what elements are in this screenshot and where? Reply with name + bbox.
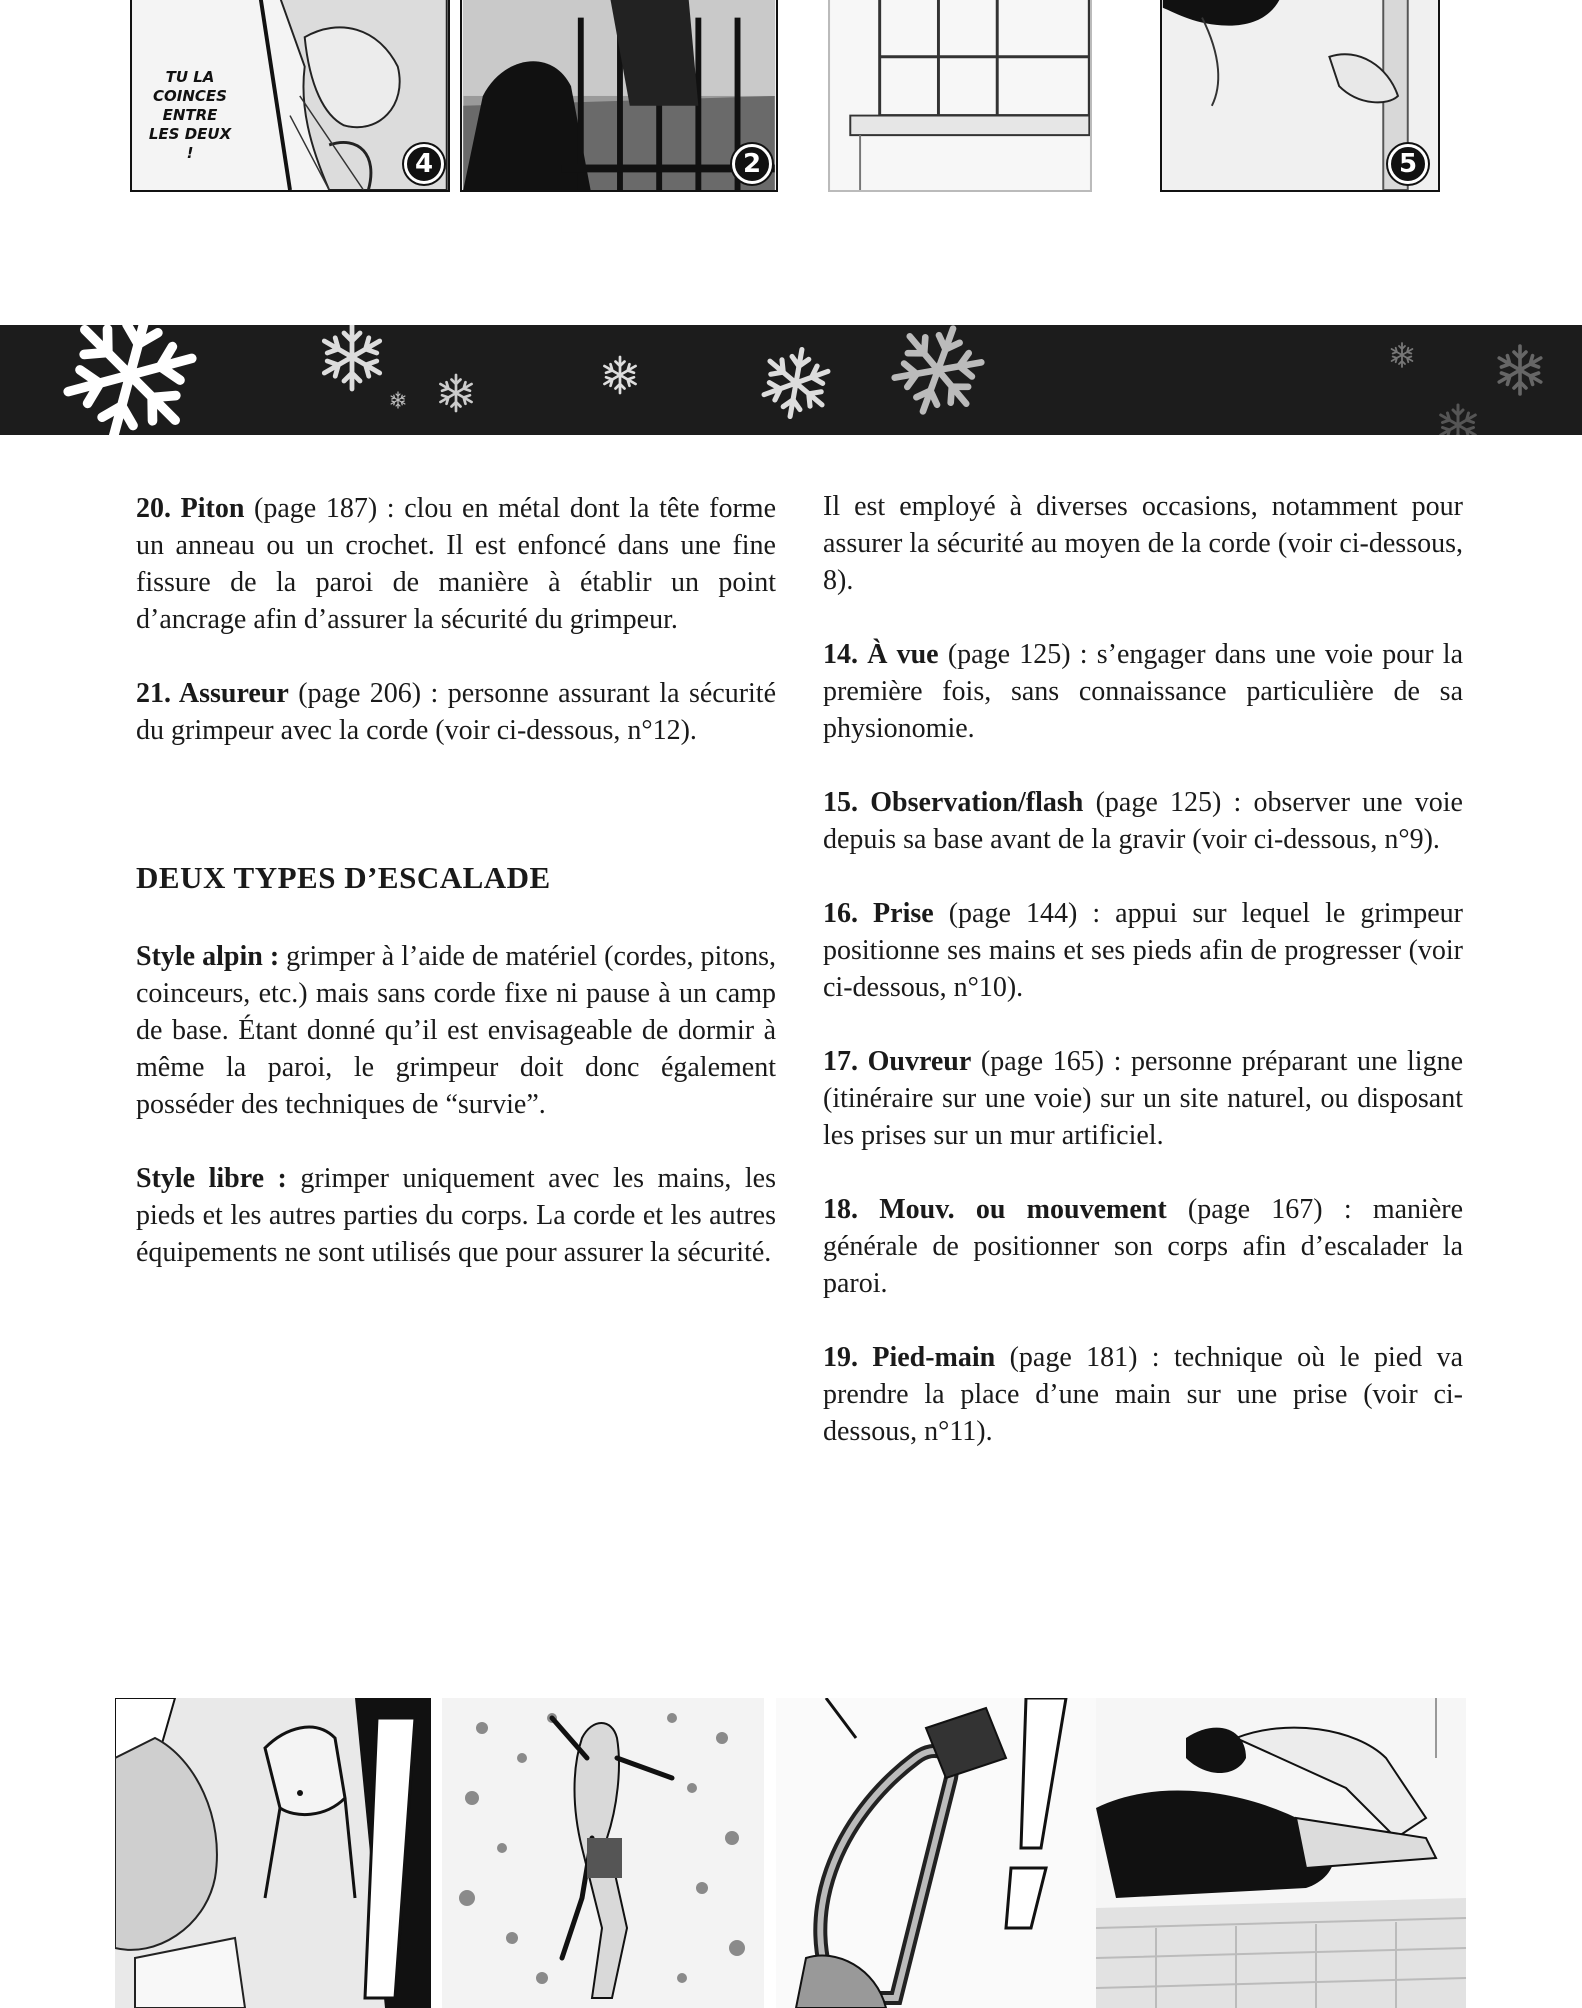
manga-panel-climbing-wall [442,1698,764,2008]
climbing-style-entry [136,938,776,1123]
speech-line: TU LA [165,68,215,86]
manga-panel-2-art [462,0,776,190]
page-reference: (page 125) : [947,639,1088,670]
glossary-term: 19. Pied-main [823,1342,996,1373]
glossary-right-column [823,488,1463,1487]
style-definition: grimper à l’aide de matériel (cordes, pitons, coinceurs, etc.) mais sans corde fixe ni pause à un camp de base. Étant donné qu’il est envisageable de dormir à même la paroi, le grimpeur doit donc également posséder des techniques de “survie”. [136,941,777,1120]
glossary-term: 18. Mouv. ou mouvement [823,1194,1167,1225]
speech-line: COINCES [153,87,227,105]
speech-bubble [140,68,240,163]
snowflake-banner [0,325,1582,435]
manga-panel-4 [130,0,450,192]
speech-line: ENTRE [162,106,218,124]
glossary-term: 16. Prise [823,898,934,929]
page-reference: (page 167) : [1187,1194,1352,1225]
snowflake-icon [887,325,989,424]
snowflake-icon [1441,405,1476,435]
glossary-entry [823,1339,1463,1450]
page-reference: (page 125) : [1095,787,1242,818]
snowflake-icon [440,375,471,411]
glossary-term: 15. Observation/flash [823,787,1084,818]
glossary-definition: clou en métal dont la tête forme un anneau ou un crochet. Il est enfoncé dans une fine fissure de la paroi de manière à établir un point d’ancrage afin d’assurer la sécurité du grimpeur. [136,493,776,635]
panel-number-badge: 4 [404,144,444,184]
manga-panel-window-art [830,0,1090,190]
manga-panel-5 [1160,0,1440,192]
snowflake-icon [1499,346,1541,394]
snowflake-icon [391,392,405,408]
manga-panel-carabiner [776,1698,1100,2008]
page-reference: (page 187) : [254,493,395,524]
manga-panel-2 [460,0,778,192]
style-term: Style libre : [136,1163,287,1194]
snowflake-icon [60,325,200,435]
glossary-term: 20. Piton [136,493,245,524]
glossary-term: 21. Assureur [136,678,289,709]
glossary-definition: manière générale de positionner son corps afin d’escalader la paroi. [823,1194,1463,1299]
snowflake-icon [761,344,831,421]
climbing-style-entry [136,1160,776,1271]
glossary-left-column [136,490,776,1308]
manga-panel-window [828,0,1092,192]
glossary-continuation: Il est employé à diverses occasions, notamment pour assurer la sécurité au moyen de la corde (voir ci-dessous, 8). [823,491,1463,596]
speech-line: ! [186,144,194,162]
glossary-definition: personne assurant la sécurité du grimpeur avec la corde (voir ci-dessous, n°12). [136,678,777,746]
glossary-entry [823,784,1463,858]
manga-panel-climbing-wall-art [442,1698,764,2008]
style-definition: grimper uniquement avec les mains, les pieds et les autres parties du corps. La corde et les autres équipements ne sont utilisés que pour assurer la sécurité. [136,1163,776,1268]
speech-line: LES DEUX [148,125,232,143]
panel-number-badge: 2 [732,144,772,184]
snowflake-banner-art [0,325,1582,435]
section-title: DEUX TYPES D’ESCALADE [136,860,551,895]
manga-panel-pied-main-art [1096,1698,1466,2008]
manga-panel-hand-hold [115,1698,431,2008]
glossary-entry [823,636,1463,747]
snowflake-icon [324,325,379,389]
glossary-entry [823,1043,1463,1154]
glossary-definition: observer une voie depuis sa base avant de la gravir (voir ci-dessous, n°9). [823,787,1463,855]
page-reference: (page 181) : [1009,1342,1160,1373]
glossary-term: 14. À vue [823,639,939,670]
page-reference: (page 206) : [298,678,439,709]
manga-panel-hand-hold-art [115,1698,431,2008]
glossary-definition: technique où le pied va prendre la place d’une main sur une prise (voir ci-dessous, n°11). [823,1342,1464,1447]
glossary-definition: s’engager dans une voie pour la première fois, sans connaissance particulière de sa physionomie. [823,639,1464,744]
glossary-entry [136,490,776,638]
glossary-entry [823,1191,1463,1302]
glossary-entry [823,895,1463,1006]
glossary-definition: personne préparant une ligne (itinéraire sur une voie) sur un site naturel, ou disposant les prises sur un mur artificiel. [823,1046,1464,1151]
glossary-term: 17. Ouvreur [823,1046,972,1077]
panel-number-badge: 5 [1388,144,1428,184]
glossary-entry [136,675,776,749]
glossary-definition: appui sur lequel le grimpeur positionne ses mains et ses pieds afin de progresser (voir ci-dessous, n°10). [823,898,1464,1003]
page-reference: (page 165) : [980,1046,1122,1077]
snowflake-icon [604,357,635,393]
snowflake-icon [1392,343,1413,367]
manga-panel-carabiner-art [776,1698,1100,2008]
style-term: Style alpin : [136,941,280,972]
manga-panel-pied-main [1096,1698,1466,2008]
page-reference: (page 144) : [948,898,1101,929]
